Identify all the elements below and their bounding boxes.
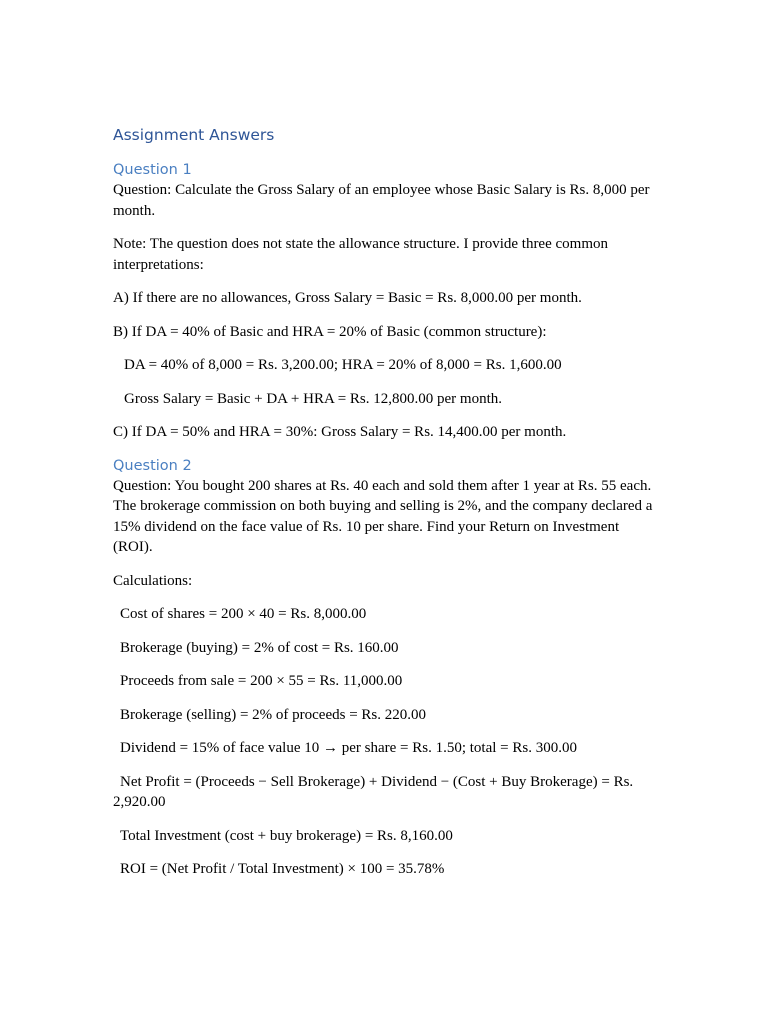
page-title: Assignment Answers <box>113 126 275 144</box>
option-a-text: A) If there are no allowances, Gross Salary = Basic = Rs. 8,000.00 per month. <box>113 290 582 306</box>
calc-total-investment: Total Investment (cost + buy brokerage) = Rs. 8,160.00 <box>120 827 453 844</box>
option-b-gross: Gross Salary = Basic + DA + HRA = Rs. 12,800.00 per month. <box>124 390 502 407</box>
document-page <box>113 124 658 893</box>
question-2-heading: Question 2 <box>113 457 192 474</box>
option-b-da-hra: DA = 40% of 8,000 = Rs. 3,200.00; HRA = 20% of 8,000 = Rs. 1,600.00 <box>124 357 562 373</box>
calc-brokerage-buying: Brokerage (buying) = 2% of cost = Rs. 160.00 <box>120 639 399 656</box>
calc-dividend: Dividend = 15% of face value 10 → per share = Rs. 1.50; total = Rs. 300.00 <box>120 740 577 756</box>
question-1-text: Question: Calculate the Gross Salary of an employee whose Basic Salary is Rs. 8,000 per month. <box>113 182 650 219</box>
calculations-label: Calculations: <box>113 572 193 589</box>
question-1-note: Note: The question does not state the allowance structure. I provide three common interpretations: <box>113 236 608 273</box>
calc-proceeds: Proceeds from sale = 200 × 55 = Rs. 11,000.00 <box>120 673 403 689</box>
calc-net-profit: Net Profit = (Proceeds − Sell Brokerage) + Dividend − (Cost + Buy Brokerage) = Rs. 2,920.00 <box>113 773 634 810</box>
question-1-heading: Question 1 <box>113 162 192 178</box>
calc-cost: Cost of shares = 200 × 40 = Rs. 8,000.00 <box>120 606 367 622</box>
calc-roi: ROI = (Net Profit / Total Investment) × 100 = 35.78% <box>120 861 445 877</box>
option-b-text: B) If DA = 40% of Basic and HRA = 20% of Basic (common structure): <box>113 323 547 340</box>
question-2-text: Question: You bought 200 shares at Rs. 40 each and sold them after 1 year at Rs. 55 each. The brokerage commission on both buying and selling is 2%, and the company declared a 15% dividend on the face value of Rs. 10 per share. Find your Return on Investment (ROI). <box>113 477 653 555</box>
calc-brokerage-selling: Brokerage (selling) = 2% of proceeds = Rs. 220.00 <box>120 706 427 723</box>
option-c-text: C) If DA = 50% and HRA = 30%: Gross Salary = Rs. 14,400.00 per month. <box>113 424 567 440</box>
